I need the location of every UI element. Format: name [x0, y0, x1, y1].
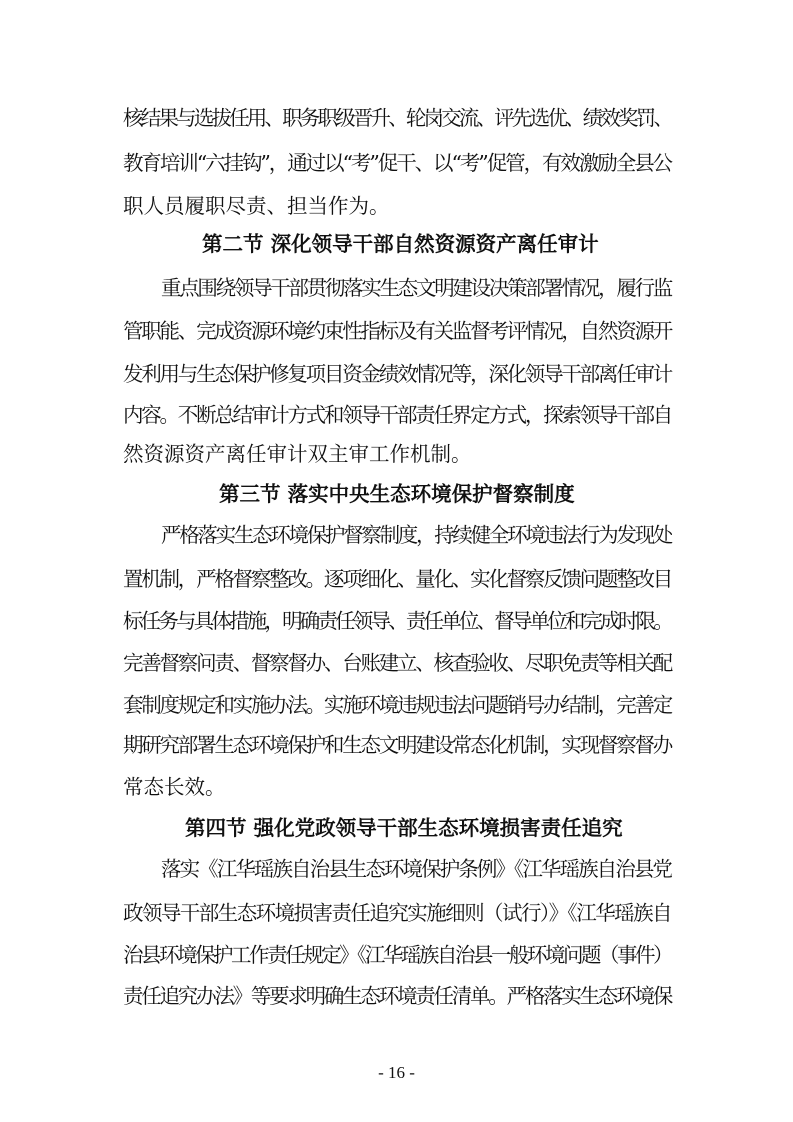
text-line-content: 重点围绕领导干部贯彻落实生态文明建设决策部署情况，履行监	[161, 276, 671, 300]
section-heading-text: 第三节 落实中央生态环境保护督察制度	[219, 482, 575, 506]
text-line-content: 发利用与生态保护修复项目资金绩效情况等，深化领导干部离任审计	[123, 362, 671, 386]
text-line-content: 管职能、完成资源环境约束性指标及有关监督考评情况，自然资源开	[123, 319, 671, 343]
page-number: - 16 -	[378, 1063, 415, 1082]
text-line-content: 落实《江华瑶族自治县生态环境保护条例》《江华瑶族自治县党	[161, 857, 671, 881]
text-line-content: 期研究部署生态环境保护和生态文明建设常态化机制，实现督察督办	[123, 733, 671, 757]
text-line-content: 然资源资产离任审计双主审工作机制。	[123, 442, 472, 466]
section-heading-text: 第二节 深化领导干部自然资源资产离任审计	[202, 232, 599, 256]
text-line-content: 完善督察问责、督察督办、台账建立、核查验收、尽职免责等相关配	[123, 651, 671, 675]
text-line-content: 治县环境保护工作责任规定》《江华瑶族自治县一般环境问题（事件）	[123, 943, 671, 967]
text-line-content: 标任务与具体措施，明确责任领导、责任单位、督导单位和完成时限。	[123, 609, 671, 633]
text-line-content: 政领导干部生态环境损害责任追究实施细则（试行）》《江华瑶族自	[123, 901, 671, 925]
text-line-content: 常态长效。	[123, 775, 226, 799]
text-line-content: 责任追究办法》等要求明确生态环境责任清单。严格落实生态环境保	[123, 984, 671, 1008]
text-line-content: 职人员履职尽责、担当作为。	[123, 194, 390, 218]
section-heading-text: 第四节 强化党政领导干部生态环境损害责任追究	[185, 816, 623, 840]
text-line-content: 严格落实生态环境保护督察制度，持续健全环境违法行为发现处	[161, 523, 671, 547]
text-line-content: 套制度规定和实施办法。实施环境违规违法问题销号办结制，完善定	[123, 693, 671, 717]
text-line-content: 教育培训“六挂钩”，通过以“考”促干、以“考”促管，有效激励全县公	[123, 151, 671, 175]
text-line-content: 核结果与选拔任用、职务职级晋升、轮岗交流、评先选优、绩效奖罚、	[123, 106, 671, 130]
text-line-content: 内容。不断总结审计方式和领导干部责任界定方式，探索领导干部自	[123, 403, 671, 427]
text-line-content: 置机制，严格督察整改。逐项细化、量化、实化督察反馈问题整改目	[123, 567, 671, 591]
